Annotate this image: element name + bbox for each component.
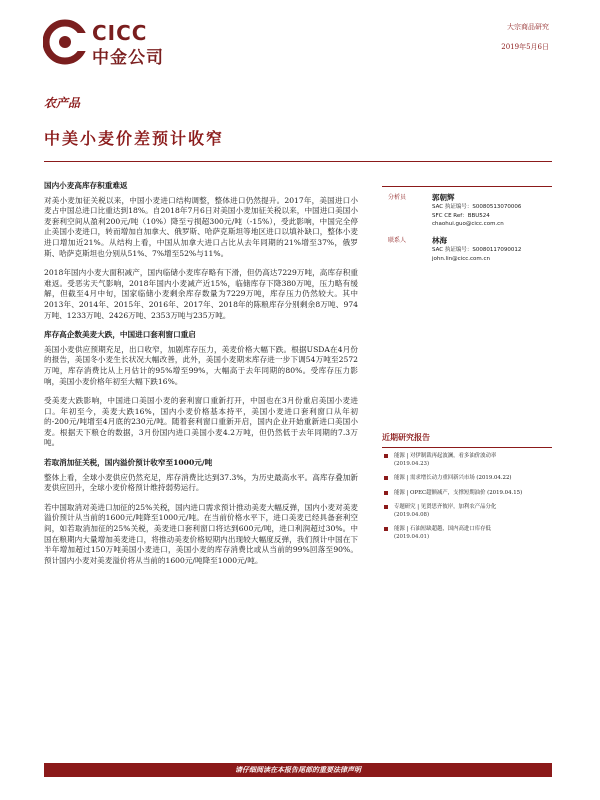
cicc-logo bbox=[43, 19, 193, 67]
doc-date: 2019年5月6日 bbox=[501, 43, 549, 51]
bullet-square-icon bbox=[384, 476, 388, 480]
recent-report-text: 能源 | 需求增长动力重回新兴市场 (2019.04.22) bbox=[394, 475, 512, 482]
doc-type-label: 大宗商品研究 bbox=[507, 23, 549, 31]
analyst-name: 林海 bbox=[432, 236, 447, 245]
analyst-name: 郭朝辉 bbox=[432, 193, 455, 202]
bullet-square-icon bbox=[384, 505, 388, 509]
section-heading: 库存高企数美麦大跌，中国进口套利窗口重启 bbox=[44, 330, 196, 340]
recent-report-item[interactable] bbox=[382, 525, 552, 541]
bullet-square-icon bbox=[384, 527, 388, 531]
recent-reports-divider bbox=[382, 447, 552, 448]
recent-report-date: (2019.04.01) bbox=[394, 534, 430, 541]
bullet-square-icon bbox=[384, 491, 388, 495]
recent-report-date: (2019.04.08) bbox=[394, 512, 430, 519]
logo-text-en: CICC bbox=[92, 21, 148, 45]
footer-disclaimer: 请仔细阅读在本报告尾部的重要法律声明 bbox=[235, 765, 361, 774]
analyst-ce: SFC CE Ref：BBU524 bbox=[432, 212, 490, 219]
recent-report-date: (2019.04.23) bbox=[394, 461, 430, 468]
analyst-email[interactable]: chaohui.guo@cicc.com.cn bbox=[432, 221, 504, 227]
recent-reports-list bbox=[382, 452, 552, 548]
analyst-role: 联系人 bbox=[388, 237, 407, 244]
recent-report-item[interactable] bbox=[382, 489, 552, 497]
body-paragraph: 美国小麦供应预期充足，出口收窄，加剧库存压力，美麦价格大幅下跌。根据USDA在4月份的报告，美国冬小麦生长状况大幅改善，此外，美国小麦期末库存进一步下调54万吨至2572万吨，库存消费比从上月估计的95%增至99%，大幅高于去年同期的80%。受库存压力影响，美国小麦价格年初至大幅下跌16%。 bbox=[44, 344, 358, 386]
cicc-logo-mark bbox=[43, 19, 87, 65]
header-divider bbox=[44, 161, 552, 162]
analyst-role: 分析员 bbox=[388, 194, 407, 201]
body-paragraph: 受美麦大跌影响，中国进口美国小麦的套利窗口重新打开，中国也在3月份重启美国小麦进口。年初至今，美麦大跌16%，国内小麦价格基本持平，美国小麦进口套利窗口从年初的-200元/吨增至4月底的230元/吨。随着套利窗口重新开启，国内企业开始重新进口美国小麦。根据天下粮仓的数据，3月份国内进口美国小麦4.2万吨，但仍然低于去年同期的7.3万吨。 bbox=[44, 396, 358, 448]
section-heading: 若取消加征关税，国内溢价预计收窄至1000元/吨 bbox=[44, 458, 213, 468]
sidebar-divider bbox=[382, 186, 552, 187]
recent-report-text: 专题研究 | 见贤思齐彼岸，加利农产品分化 bbox=[394, 503, 497, 510]
recent-report-item[interactable] bbox=[382, 474, 552, 482]
recent-reports-title: 近期研究报告 bbox=[382, 432, 430, 442]
recent-report-item[interactable] bbox=[382, 503, 552, 519]
body-paragraph: 若中国取消对美进口加征的25%关税，国内进口需求预计推动美麦大幅反弹，国内小麦对美麦溢价预计从当前的1600元/吨降至1000元/吨。在当前价格水平下，进口美麦已经具备套利空间，如若取消加征的25%关税，美麦进口套利窗口将达到600元/吨，进口利润超过30%。中国在粮期内大量增加美麦进口，将推动美麦价格短期内出现较大幅度反弹，我们预计中国在下半年增加超过150万吨美国小麦进口，美国小麦的库存消费比或从当前的99%回落至90%。预计国内小麦对美麦溢价将从当前的1600元/吨降至1000元/吨。 bbox=[44, 502, 358, 565]
analyst-email[interactable]: john.lin@cicc.com.cn bbox=[432, 255, 491, 262]
recent-report-item[interactable] bbox=[382, 452, 552, 468]
body-paragraph: 对美小麦加征关税以来，中国小麦进口结构调整，整体进口仍然提升。2017年，美国进口小麦占中国总进口比重达到18%。自2018年7月6日对美国小麦加征关税以来，中国进口美国小麦套利空间从盈利200元/吨（10%）降至亏损超300元/吨（-15%），受此影响，中国完全停止美国小麦进口，转而增加自加拿大、俄罗斯、哈萨克斯坦等地区进口以填补缺口，整体小麦进口增加近21%。从结构上看，中国从加拿大进口占比从去年同期的21%增至37%，俄罗斯、哈萨克斯坦也分别从51%、7%增至52%与11%。 bbox=[44, 195, 358, 258]
analyst-sac: SAC 执证编号：S0080117090012 bbox=[432, 247, 522, 253]
page-title: 中美小麦价差预计收窄 bbox=[44, 129, 225, 148]
recent-report-text: 能源 | OPEC超额减产，支撑短期油价 (2019.04.15) bbox=[394, 489, 523, 496]
section-heading: 国内小麦高库存积重难返 bbox=[44, 181, 128, 190]
recent-report-text: 能源 | 对伊制裁再起波澜，看多油价波动率 bbox=[394, 453, 497, 459]
sector-label: 农产品 bbox=[44, 96, 81, 110]
body-paragraph: 2018年国内小麦大面积减产，国内临储小麦库存略有下滑，但仍高达7229万吨，高库存积重难返。受恶劣天气影响，2018年国内小麦减产近15%，临储库存下降380万吨，压力略有缓解，但截至4月中旬，国家临储小麦剩余库存数量为7229万吨，库存压力仍然较大。其中2013年、2014年、2015年、2016年、2017年、2018年的陈粮库存分别剩余8万吨、974万吨、1233万吨、2426万吨、2353万吨与235万吨。 bbox=[44, 268, 358, 320]
recent-report-text: 能源 | 石油短缺超越，国内高进口库存低 bbox=[394, 526, 491, 533]
bullet-square-icon bbox=[384, 454, 388, 458]
logo-text-cn: 中金公司 bbox=[92, 48, 164, 68]
body-paragraph: 整体上看，全球小麦供应仍然充足，库存消费比达到37.3%，为历史最高水平。高库存叠加新麦供应回升，全球小麦价格预计维持弱势运行。 bbox=[44, 472, 358, 493]
main-content bbox=[44, 181, 358, 575]
analyst-sac: SAC 执证编号：S0080513070006 bbox=[432, 204, 522, 210]
